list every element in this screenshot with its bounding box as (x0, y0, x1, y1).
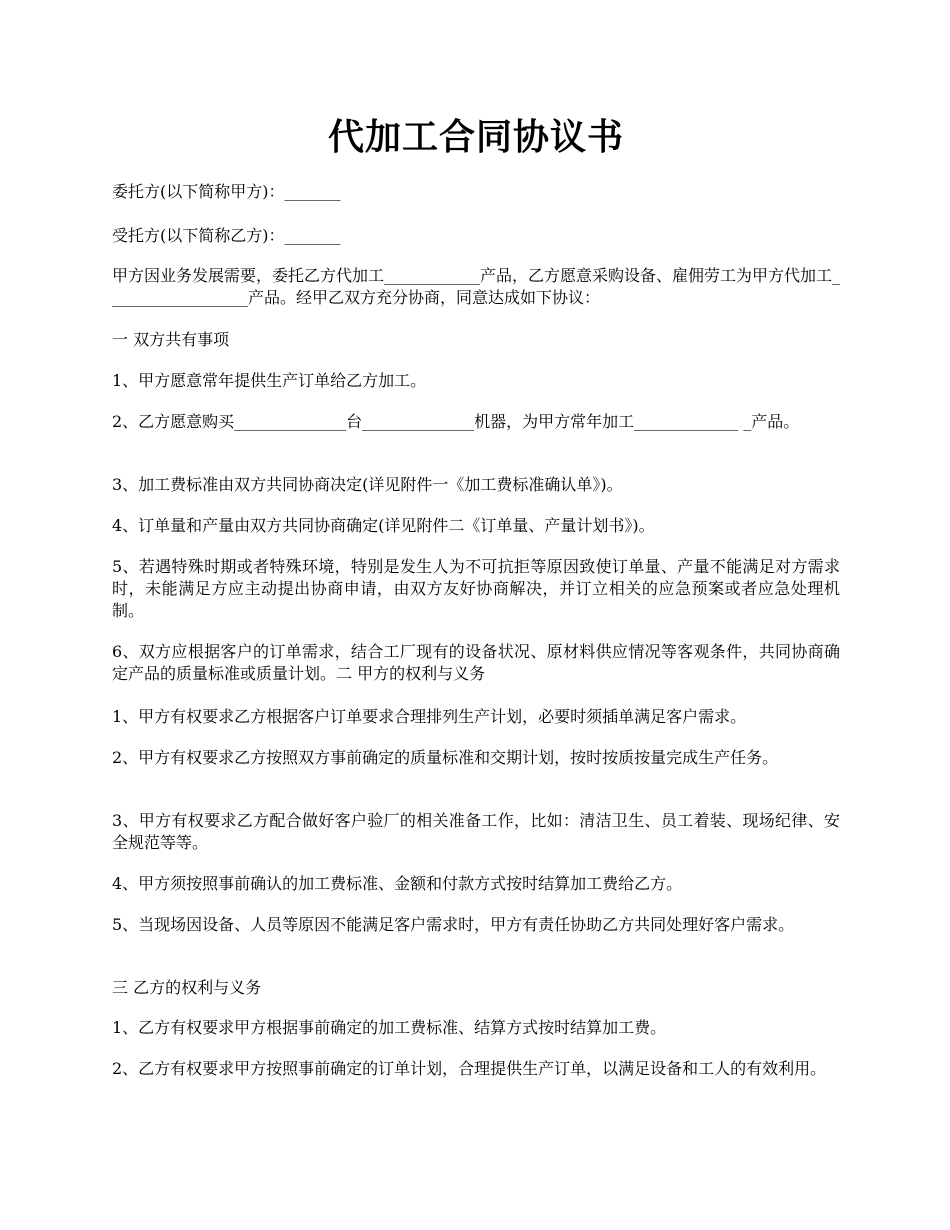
paragraph-party-b-2: 2、乙方有权要求甲方按照事前确定的订单计划，合理提供生产订单，以满足设备和工人的有效利用。 (112, 1059, 827, 1078)
paragraph-common-5: 5、若遇特殊时期或者特殊环境，特别是发生人为不可抗拒等原因致使订单量、产量不能满足对方需求时，未能满足方应主动提出协商申请，由双方友好协商解决，并订立相关的应急预案或者应急处理机制。 (112, 557, 840, 620)
paragraph-common-2: 2、乙方愿意购买______________台______________机器，为甲方常年加工_____________ _产品。 (112, 412, 800, 431)
section-heading-common: 一 双方共有事项 (112, 330, 230, 349)
paragraph-contractor: 受托方(以下简称乙方)：_______ (112, 226, 341, 245)
paragraph-party-a-1: 1、甲方有权要求乙方根据客户订单要求合理排列生产计划，必要时须插单满足客户需求。 (112, 707, 747, 726)
paragraph-client: 委托方(以下简称甲方)：_______ (112, 182, 341, 201)
paragraph-common-6: 6、双方应根据客户的订单需求，结合工厂现有的设备状况、原材料供应情况等客观条件，共同协商确定产品的质量标准或质量计划。二 甲方的权利与义务 (112, 642, 840, 683)
paragraph-party-a-4: 4、甲方须按照事前确认的加工费标准、金额和付款方式按时结算加工费给乙方。 (112, 874, 683, 893)
paragraph-intro: 甲方因业务发展需要，委托乙方代加工____________产品，乙方愿意采购设备、雇佣劳工为甲方代加工__________________产品。经甲乙双方充分协商，同意达成如下协议： (112, 266, 841, 307)
paragraph-common-3: 3、加工费标准由双方共同协商决定(详见附件一《加工费标准确认单》)。 (112, 475, 623, 494)
paragraph-party-a-5: 5、当现场因设备、人员等原因不能满足客户需求时，甲方有责任协助乙方共同处理好客户需求。 (112, 915, 795, 934)
paragraph-common-4: 4、订单量和产量由双方共同协商确定(详见附件二《订单量、产量计划书》)。 (112, 516, 655, 535)
paragraph-party-b-1: 1、乙方有权要求甲方根据事前确定的加工费标准、结算方式按时结算加工费。 (112, 1018, 667, 1037)
document-title: 代加工合同协议书 (327, 116, 624, 158)
paragraph-party-a-2: 2、甲方有权要求乙方按照双方事前确定的质量标准和交期计划，按时按质按量完成生产任务。 (112, 748, 779, 767)
paragraph-common-1: 1、甲方愿意常年提供生产订单给乙方加工。 (112, 371, 427, 390)
paragraph-party-a-3: 3、甲方有权要求乙方配合做好客户验厂的相关准备工作，比如：清洁卫生、员工着装、现场纪律、安全规范等等。 (112, 811, 840, 852)
section-heading-party-b: 三 乙方的权利与义务 (112, 978, 262, 997)
